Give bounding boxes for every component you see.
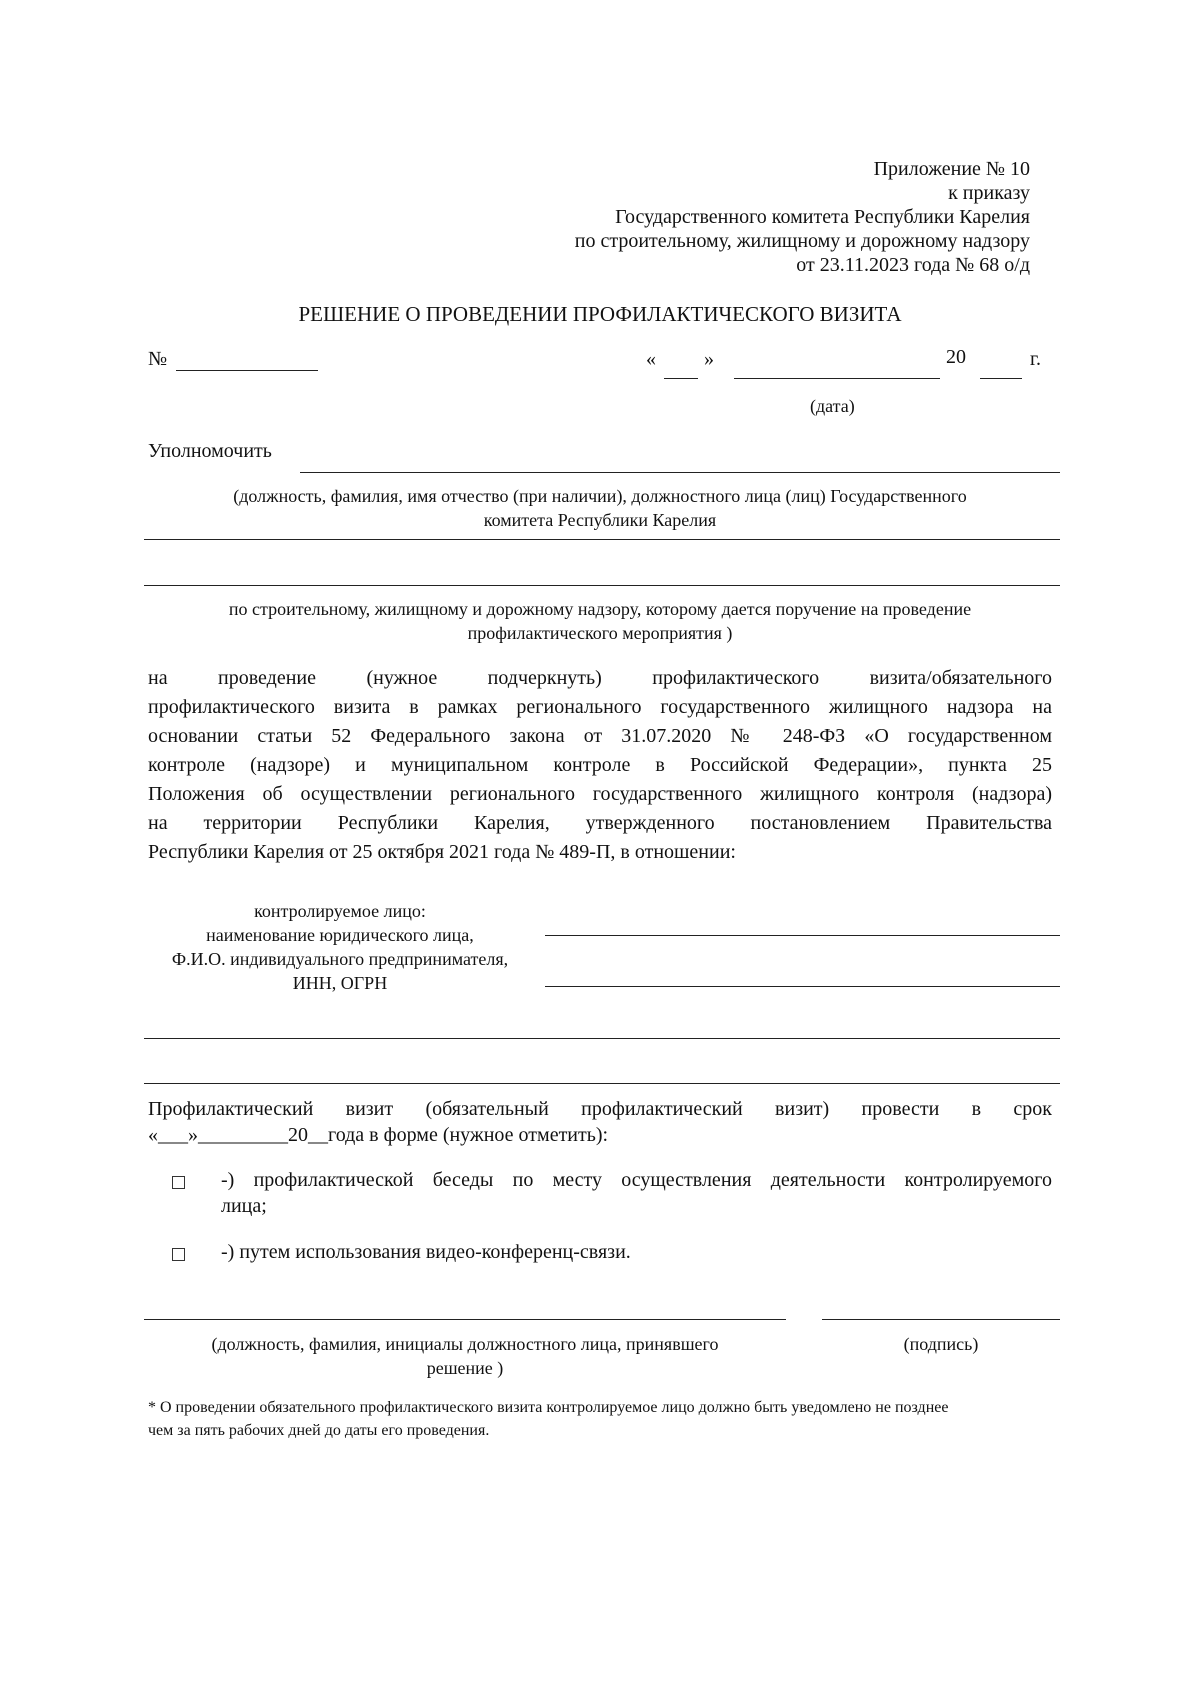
body-line-4: контроле (надзоре) и муниципальном контроле в Российской Федерации», пункта 25 — [148, 754, 1052, 776]
official-caption-line1: (должность, фамилия, инициалы должностного лица, принявшего — [211, 1334, 719, 1354]
year-suffix: г. — [1030, 348, 1041, 370]
document-title: РЕШЕНИЕ О ПРОВЕДЕНИИ ПРОФИЛАКТИЧЕСКОГО ВИЗИТА — [298, 302, 902, 326]
year-field-line — [980, 378, 1022, 379]
order-date: от 23.11.2023 года № 68 о/д — [796, 254, 1030, 276]
official-signature-line — [144, 1319, 786, 1320]
body-line-1: на проведение (нужное подчеркнуть) профилактического визита/обязательного — [148, 667, 1052, 689]
body-line-2: профилактического визита в рамках регионального государственного жилищного надзора на — [148, 696, 1052, 718]
authorize-caption-line1: (должность, фамилия, имя отчество (при наличии), должностного лица (лиц) Государственного — [233, 486, 967, 506]
controlled-person-field-line4 — [144, 1083, 1060, 1084]
checkbox-video-conference[interactable] — [172, 1248, 185, 1261]
authorize-caption2-line2: профилактического мероприятия ) — [467, 623, 733, 643]
option-conversation-line1: -) профилактической беседы по месту осуществления деятельности контролируемого — [221, 1169, 1052, 1191]
committee-name: Государственного комитета Республики Карелия — [615, 206, 1030, 228]
controlled-person-line1: контролируемое лицо: — [254, 901, 426, 921]
day-field-line — [664, 378, 698, 379]
controlled-person-line2: наименование юридического лица, — [206, 925, 474, 945]
authorize-line-3 — [144, 585, 1060, 586]
visit-line-2: «___»_________20__года в форме (нужное отметить): — [148, 1124, 609, 1146]
body-line-7: Республики Карелия от 25 октября 2021 года № 489-П, в отношении: — [148, 841, 736, 863]
body-line-6: на территории Республики Карелия, утвержденного постановлением Правительства — [148, 812, 1052, 834]
signature-caption: (подпись) — [903, 1334, 979, 1354]
order-reference: к приказу — [948, 182, 1030, 204]
controlled-person-field-line2 — [545, 986, 1060, 987]
day-open-quote: « — [646, 348, 656, 370]
visit-line-1: Профилактический визит (обязательный профилактический визит) провести в срок — [148, 1098, 1052, 1120]
body-line-5: Положения об осуществлении регионального государственного жилищного контроля (надзора) — [148, 783, 1052, 805]
month-field-line — [734, 378, 940, 379]
authorize-line-2 — [144, 539, 1060, 540]
controlled-person-field-line1 — [545, 935, 1060, 936]
year-prefix: 20 — [946, 346, 966, 368]
appendix-number: Приложение № 10 — [873, 158, 1030, 180]
date-caption: (дата) — [810, 396, 855, 416]
authorize-caption2-line1: по строительному, жилищному и дорожному надзору, которому дается поручение на проведение — [228, 599, 972, 619]
authorize-label: Уполномочить — [148, 440, 272, 462]
option-video-conference: -) путем использования видео-конференц-связи. — [221, 1241, 631, 1263]
footnote-line2: чем за пять рабочих дней до даты его проведения. — [148, 1422, 490, 1439]
committee-supervision: по строительному, жилищному и дорожному надзору — [574, 230, 1030, 252]
controlled-person-field-line3 — [144, 1038, 1060, 1039]
number-sign: № — [148, 348, 168, 370]
authorize-caption-line2: комитета Республики Карелия — [483, 510, 717, 530]
controlled-person-line3: Ф.И.О. индивидуального предпринимателя, — [171, 949, 509, 969]
signature-line — [822, 1319, 1060, 1320]
option-conversation-line2: лица; — [221, 1195, 267, 1217]
day-close-quote: » — [704, 348, 714, 370]
footnote-line1: * О проведении обязательного профилактического визита контролируемое лицо должно быть уведомлено не позднее — [148, 1399, 949, 1416]
authorize-field-line — [300, 472, 1060, 473]
official-caption-line2: решение ) — [426, 1358, 504, 1378]
controlled-person-line4: ИНН, ОГРН — [292, 973, 388, 993]
body-line-3: основании статьи 52 Федерального закона от 31.07.2020 № 248-ФЗ «О государственном — [148, 725, 1052, 747]
checkbox-conversation[interactable] — [172, 1176, 185, 1189]
number-field-line — [176, 370, 318, 371]
